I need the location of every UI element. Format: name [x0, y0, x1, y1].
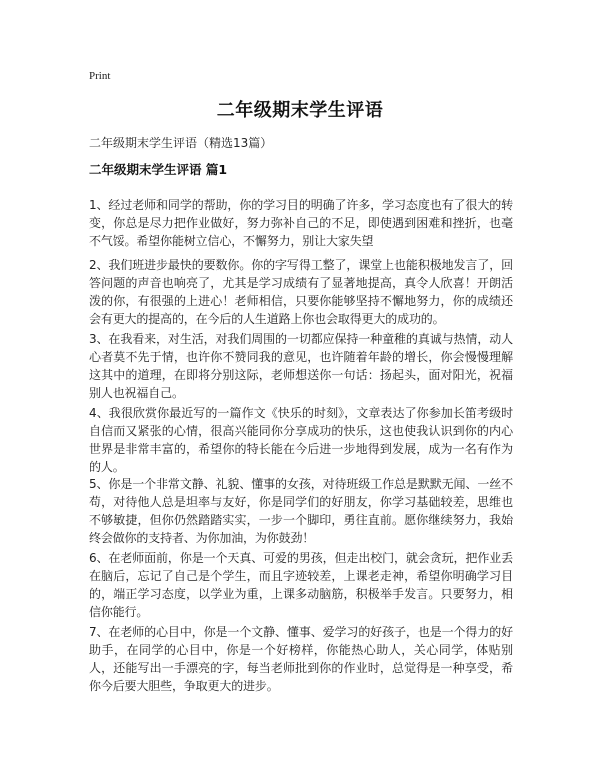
- print-link[interactable]: Print: [89, 70, 111, 82]
- comment-paragraph-5: 5、你是一个非常文静、礼貌、懂事的女孩，对待班级工作总是默默无闻、一丝不苟，对待他人总是坦率与友好，你是同学们的好朋友，你学习基础较差，思维也不够敏捷，但你仍然踏踏实实，一步一个脚印，勇往直前。愿你继续努力，我始终会做你的支持者、为你加油，为你鼓劲！: [89, 477, 513, 545]
- comment-paragraph-7: 7、在老师的心目中，你是一个文静、懂事、爱学习的好孩子，也是一个得力的好助手，在同学的心目中，你是一个好榜样，你能热心助人，关心同学，体贴别人，还能写出一手漂亮的字，每当老师批到你的作业时，总觉得是一种享受，希你今后要大胆些，争取更大的进步。: [89, 625, 513, 693]
- comment-paragraph-6: 6、在老师面前，你是一个天真、可爱的男孩，但走出校门，就会贪玩，把作业丢在脑后，忘记了自己是个学生，而且字迹较差，上课老走神，希望你明确学习目的，端正学习态度，以学业为重，上课多动脑筋，积极举手发言。只要努力，相信你能行。: [89, 551, 513, 619]
- comment-paragraph-1: 1、经过老师和同学的帮助，你的学习目的明确了许多，学习态度也有了很大的转变，你总是尽力把作业做好，努力弥补自己的不足，即使遇到困难和挫折，也毫不气馁。希望你能树立信心，不懈努力，别让大家失望: [89, 198, 513, 248]
- section-heading: 二年级期末学生评语 篇1: [89, 162, 228, 177]
- comment-paragraph-4: 4、我很欣赏你最近写的一篇作文《快乐的时刻》，文章表达了你参加长笛考级时自信而又紧张的心情，很高兴能同你分享成功的快乐，这也使我认识到你的内心世界是非常丰富的，希望你的特长能在今后进一步地得到发展，成为一名有作为的人。: [89, 406, 513, 474]
- document-title: 二年级期末学生评语: [216, 100, 384, 121]
- document-subtitle: 二年级期末学生评语（精选13篇）: [89, 136, 273, 150]
- comment-paragraph-2: 2、我们班进步最快的要数你。你的字写得工整了，课堂上也能积极地发言了，回答问题的声音也响亮了，尤其是学习成绩有了显著地提高，真令人欣喜！开朗活泼的你，有很强的上进心！老师相信，只要你能够坚持不懈地努力，你的成绩还会有更大的提高的，在今后的人生道路上你也会取得更大的成功的。: [89, 258, 513, 326]
- comment-paragraph-3: 3、在我看来，对生活，对我们周围的一切都应保持一种童稚的真诚与热情，动人心者莫不先于情，也许你不赞同我的意见，也许随着年龄的增长，你会慢慢理解这其中的道理，在即将分别这际，老师想送你一句话：扬起头，面对阳光，祝福别人也祝福自己。: [89, 332, 513, 400]
